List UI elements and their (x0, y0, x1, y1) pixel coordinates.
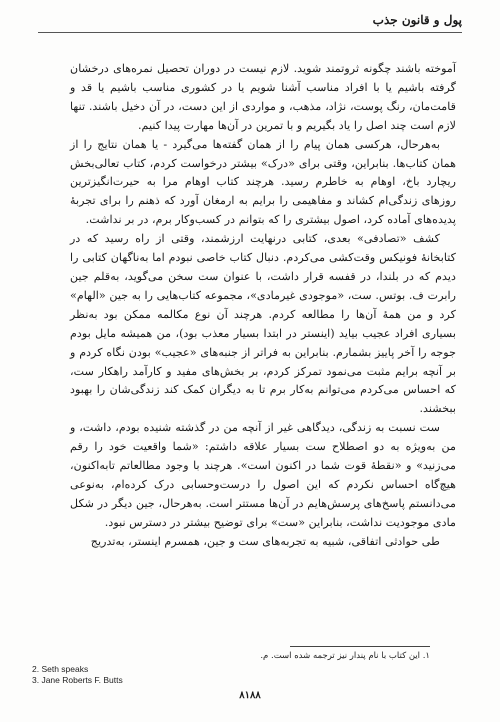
book-title: پول و قانون جذب (372, 13, 462, 27)
page-number: ۸۱۸۸ (239, 690, 261, 701)
footnote-3: 3. Jane Roberts F. Butts (32, 675, 123, 685)
paragraph-3: کشف «تصادفی» بعدی، کتابی درنهایت ارزشمند، وقتی از راه رسید که در کتابخانهٔ فونیکس وقت‌کشی می‌کردم. دنبال کتاب خاصی نبودم اما به‌ناگهان کتابی را دیدم که در بلندا، در قفسه قرار داشت، با عنوان ست سخن می‌گوید، به‌قلم جین رابرت ف. بوتس. ست، «موجودی غیرمادی»، مجموعه کتاب‌هایی را به جین «الهام» کرد و من همهٔ آن‌ها را مطالعه کردم. هرچند آن نوع مکالمه ممکن بود به‌نظر بسیاری افراد عجیب بیاید (اینستر در ابتدا بسیار معذب بود)، من همیشه مایل بودم جوجه را آخر پاییز بشمارم. بنابراین به فراتر از جنبه‌های «عجیب» بودن نگاه کردم و بر آنچه برایم مثبت می‌نمود تمرکز کردم، بر بخش‌های مفید و کارآمد راهکار ست، که احساس می‌کردم می‌توانم به‌کار برم تا به دیگران کمک کند زندگی‌شان را بهبود ببخشند. (70, 232, 456, 416)
running-header (38, 10, 462, 33)
body-text (70, 60, 456, 552)
footnote-translator: ۱. این کتاب با نام پندار نیز ترجمه شده است. م. (260, 651, 430, 661)
footnotes-english (32, 664, 123, 686)
paragraph-5: طی حوادثی اتفاقی، شبیه به تجربه‌های ست و جین، همسرم اینستر، به‌تدریج (90, 534, 440, 548)
paragraph-1: آموخته باشند چگونه ثروتمند شوید. لازم نیست در دوران تحصیل نمره‌های درخشان گرفته باشیم یا با افراد مناسب آشنا شویم یا در کشوری مناسب باشیم یا قد و قامت‌مان، رنگ پوست، نژاد، مذهب، و مواردی از این دست، در آن دخیل باشند. تنها لازم است چند اصل را یاد بگیریم و با تمرین در آن‌ها مهارت پیدا کنیم. (70, 62, 456, 132)
footnote-divider (290, 646, 430, 647)
paragraph-4: ست نسبت به زندگی، دیدگاهی غیر از آنچه من در گذشته شنیده بودم، داشت، و من به‌ویژه به دو اصطلاح ست بسیار علاقه داشتم: «شما واقعیت خود را رقم می‌زنید» و «نقطهٔ قوت شما در اکنون است». هرچند با وجود مطالعاتم تابه‌اکنون، هیچ‌گاه احساس نکردم که این اصول را درست‌وحسابی درک کرده‌ام، به‌نوعی می‌دانستم پاسخ‌های پرسش‌هایم در آن‌ها مستتر است. به‌هرحال، جین دیگر در شکل مادی موجودیت نداشت، بنابراین «ست» برای توضیح بیشتر در دسترس نبود. (70, 421, 456, 529)
paragraph-2: به‌هرحال، هرکسی همان پیام را از همان گفته‌ها می‌گیرد - یا همان نتایج را از همان کتاب‌ها. بنابراین، وقتی برای «درک» بیشتر درخواست کردم، کتاب تعالی‌بخش ریچارد باخ، اوهام به خاطرم رسید. هرچند کتاب اوهام مرا به حیرت‌انگیزترین روزهای زندگی‌ام کشاند و مفاهیمی را برایم به ارمغان آورد که ذهنم را برای تجربهٔ پدیده‌های آماده کرد، اصول بیشتری را که بتوانم در کسب‌وکار برم، در بر نداشت. (70, 137, 456, 227)
footnote-2: 2. Seth speaks (32, 664, 89, 674)
